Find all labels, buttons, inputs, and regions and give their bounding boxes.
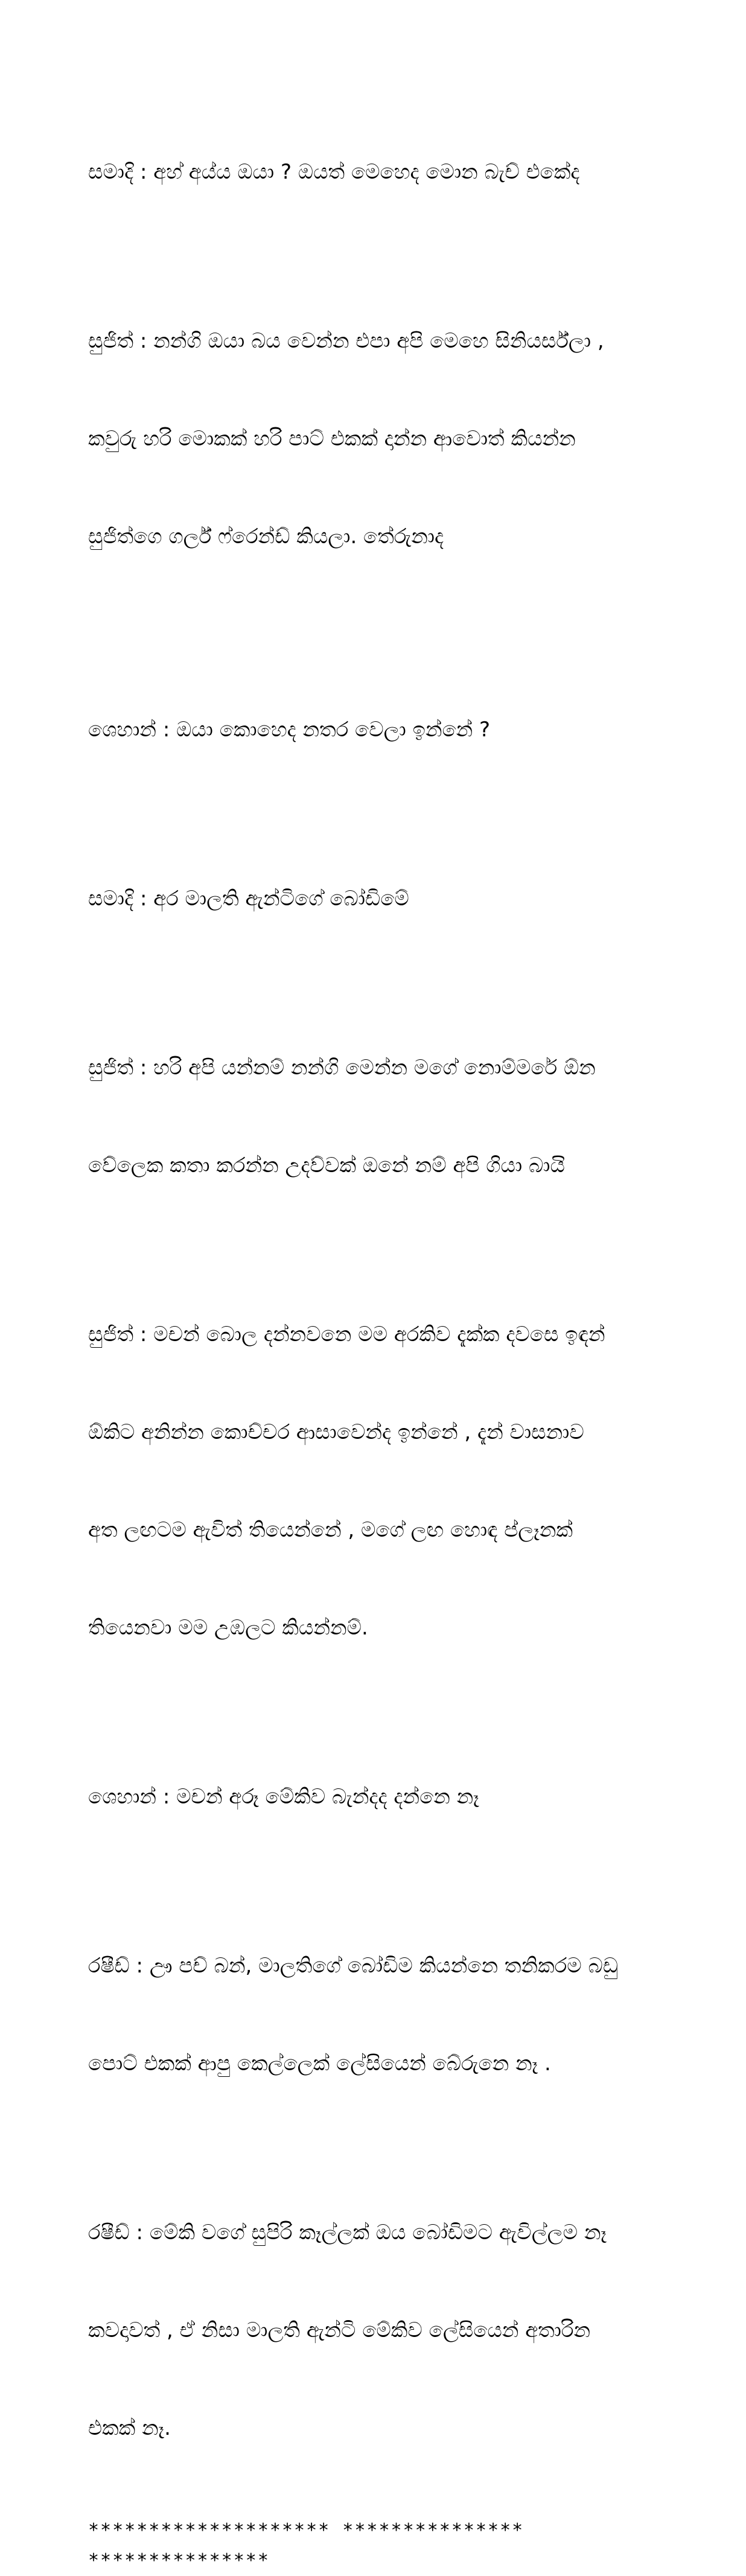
separator-line: *************** (88, 2550, 270, 2571)
text-line: පොට් එකක් ආපු කෙල්ලෙක් ලේසියෙන් බේරුනෙ නෑ . (88, 2052, 551, 2076)
text-line: ශෙහාන් : මචන් අරූ මේකිව බැන්දද දන්නෙ නෑ (88, 1785, 479, 1809)
text-line: කවදාවත් , ඒ නිසා මාලති ඇන්ටි මේකිව ලේසියෙන් අතාරින (88, 2318, 591, 2342)
text-line: කවුරු හරි මොකක් හරි පාට් එකක් දාන්න ආවොත් කියන්න (88, 427, 576, 451)
text-line: අත ලඟටම ඇවිත් තියෙන්නේ , මගේ ලඟ හොඳ ප්ලෑනක් (88, 1518, 573, 1542)
text-line: සුජිත් : මචන් බොල දන්නවනෙ මම අරකිව දැක්ක දවසෙ ඉඳන් (88, 1322, 605, 1347)
text-line: ඕකිට අනින්න කොච්චර ආසාවෙන්ද ඉන්නේ , දැන් වාසනාව (88, 1420, 584, 1444)
dialogue-sujith-3 (88, 1253, 662, 1709)
text-line: රෂීඩ් : ඌ පච් බන්, මාලතිගේ බෝඩිම කියන්නෙ තනිකරම බඩු (88, 1954, 619, 1978)
text-line: සමාදි : අර මාලති ඇන්ටිගේ බෝඩිමේ (88, 887, 409, 911)
dialogue-shehan-1 (88, 648, 662, 811)
dialogue-sujith-2 (88, 986, 662, 1247)
text-line: රෂීඩ් : මේකි වගේ සුපිරි කෑල්ලක් ඔය බෝඩිමට ඇවිල්ලම නෑ (88, 2221, 607, 2245)
dialogue-sujith-1 (88, 260, 662, 618)
text-line: සමාදි : අහ් අය්ය ඔයා ? ඔයත් මෙහෙද මොන බැච් එකේද (88, 160, 580, 184)
separator-line: ******************** *************** (88, 2520, 524, 2541)
text-line: ශෙහාන් : ඔයා කොහෙද නතර වෙලා ඉන්නේ ? (88, 718, 491, 742)
dialogue-rasheed-2 (88, 2151, 662, 2510)
dialogue-rasheed-1 (88, 1884, 662, 2145)
text-line: සුජිත්ගෙ ගර්ල් ෆ්රෙන්ඩ් කියලා. තේරුනාද (88, 524, 444, 549)
text-line: තියෙනවා මම උඹලට කියන්නම්. (88, 1616, 368, 1640)
text-line: සුජිත් : නන්ගි ඔයා බය වෙන්න එපා අපි මෙහෙ සිනියර්ස්ලා , (88, 329, 604, 353)
text-line: වේලෙක කතා කරන්න උදව්වක් ඔනේ නම් අපි ගියා බායි (88, 1153, 565, 1178)
dialogue-shehan-2 (88, 1715, 662, 1878)
dialogue-samadi-2 (88, 817, 662, 980)
dialogue-samadi-1 (88, 91, 662, 253)
document-body (88, 91, 662, 2576)
text-line: එකක් නෑ. (88, 2416, 171, 2440)
scene-separator (88, 2516, 662, 2576)
paragraph-gap (88, 624, 662, 648)
text-line: සුජිත් : හරි අපි යන්නම් නන්ගි මෙන්න මගේ නොම්මරේ ඕන (88, 1056, 596, 1080)
